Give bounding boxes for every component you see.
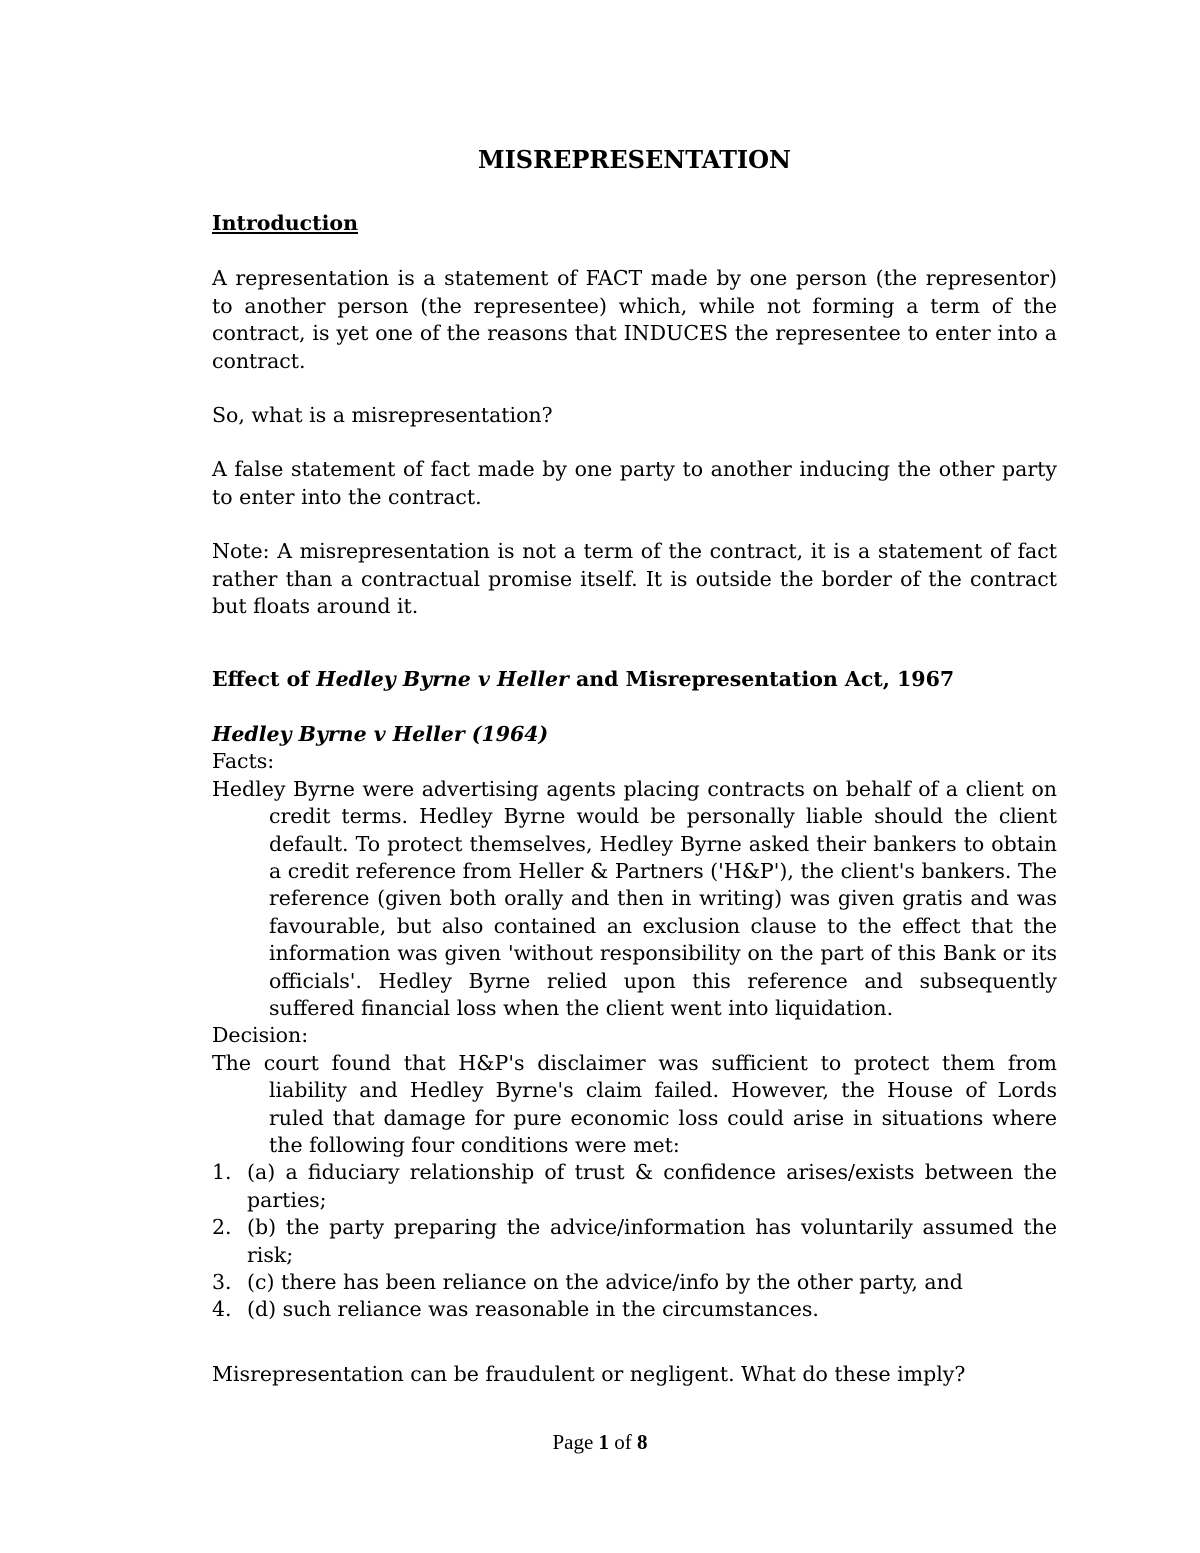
note-paragraph: Note: A misrepresentation is not a term of the contract, it is a statement of fact rather than a contractual promise itself. It is outside the border of the contract but floats around it.: [212, 539, 1057, 619]
section-heading-part1: Effect of: [212, 667, 317, 692]
decision-text: The court found that H&P's disclaimer was sufficient to protect them from liability and Hedley Byrne's claim failed. However, the House of Lords ruled that damage for pure economic loss could arise in situations where the following four conditions were met:: [212, 1050, 1057, 1157]
list-item: [212, 1269, 1057, 1296]
section-heading-part2: and Misrepresentation Act, 1967: [568, 667, 955, 692]
document-title: MISREPRESENTATION: [478, 145, 791, 174]
misrepresentation-definition: A false statement of fact made by one party to another inducing the other party to enter into the contract.: [212, 457, 1057, 509]
representation-definition: A representation is a statement of FACT made by one person (the representor) to another person (the representee) which, while not forming a term of the contract, is yet one of the reasons that INDUCES the representee to enter into a contract.: [212, 266, 1057, 373]
page-word: Page: [552, 1430, 594, 1454]
list-item-text: (a) a fiduciary relationship of trust & confidence arises/exists between the parties;: [247, 1160, 1057, 1212]
page-footer: [0, 1430, 1200, 1455]
list-item-number: 4.: [212, 1297, 232, 1322]
of-word: of: [614, 1430, 632, 1454]
page-number: 1: [598, 1430, 610, 1454]
misrepresentation-question: So, what is a misrepresentation?: [212, 403, 553, 428]
list-item-number: 3.: [212, 1270, 232, 1294]
list-item-text: (c) there has been reliance on the advice/info by the other party, and: [247, 1270, 963, 1294]
list-item-text: (d) such reliance was reasonable in the circumstances.: [247, 1297, 819, 1322]
section-heading-case: Hedley Byrne v Heller: [316, 667, 569, 692]
list-item: [212, 1159, 1057, 1214]
closing-question: Misrepresentation can be fraudulent or negligent. What do these imply?: [212, 1362, 966, 1386]
intro-heading: Introduction: [212, 211, 358, 235]
list-item-number: 1.: [212, 1160, 232, 1185]
facts-label: Facts:: [212, 749, 275, 774]
section-heading: [212, 666, 1057, 693]
list-item-text: (b) the party preparing the advice/information has voluntarily assumed the risk;: [247, 1215, 1057, 1267]
list-item: [212, 1296, 1057, 1323]
case-heading: Hedley Byrne v Heller (1964): [212, 721, 549, 746]
decision-label: Decision:: [212, 1023, 309, 1048]
list-item-number: 2.: [212, 1215, 232, 1240]
facts-text: Hedley Byrne were advertising agents placing contracts on behalf of a client on credit terms. Hedley Byrne would be personally liable should the client default. To protect themselves, Hedley Byrne asked their bankers to obtain a credit reference from Heller & Partners ('H&P'), the client's bankers. The reference (given both orally and then in writing) was given gratis and was favourable, but also contained an exclusion clause to the effect that the information was given 'without responsibility on the part of this Bank or its officials'. Hedley Byrne relied upon this reference and subsequently suffered financial loss when the client went into liquidation.: [212, 776, 1057, 1020]
conditions-list: [212, 1159, 1057, 1323]
document-body: [212, 140, 1057, 1324]
list-item: [212, 1214, 1057, 1269]
page-total: 8: [637, 1430, 648, 1454]
